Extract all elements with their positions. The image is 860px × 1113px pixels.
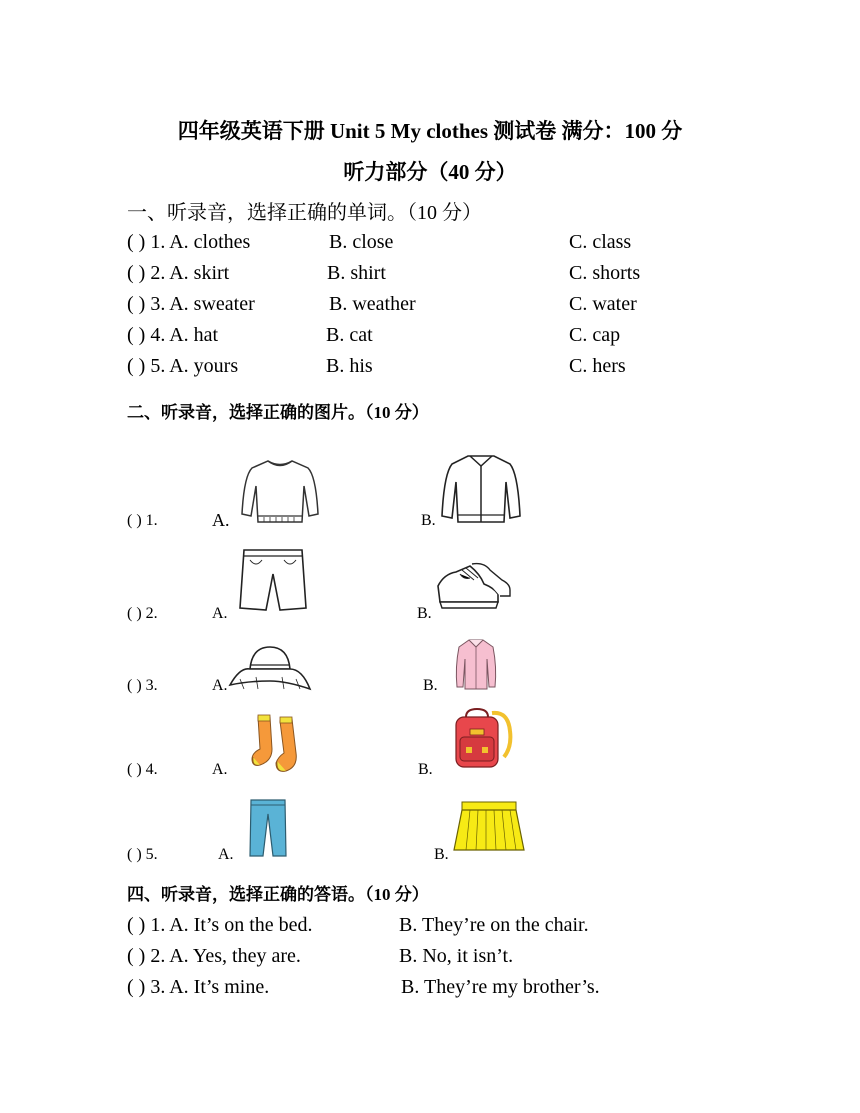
s4-q3-option-b: B. They’re my brother’s. (401, 976, 600, 998)
s1-q1-option-c: C. class (569, 231, 632, 253)
s2-q4-label-b: B. (418, 761, 433, 778)
s1-q5-option-b: B. his (326, 355, 373, 377)
section1-heading: 一、听录音，选择正确的单词。（10 分） (127, 202, 482, 224)
jacket-icon (440, 452, 522, 526)
s2-q2-number: ( ) 2. (127, 605, 158, 622)
page-title: 四年级英语下册 Unit 5 My clothes 测试卷 满分：100 分 (177, 119, 683, 143)
section4-heading: 四、听录音，选择正确的答语。（10 分） (127, 885, 429, 904)
s1-q4-option-c: C. cap (569, 324, 621, 346)
s1-q4-option-b: B. cat (326, 324, 373, 346)
s2-q3-label-b: B. (423, 677, 438, 694)
s2-q1-number: ( ) 1. (127, 512, 158, 529)
socks-icon (250, 713, 308, 775)
s4-q1-option-b: B. They’re on the chair. (399, 914, 589, 936)
s2-q4-label-a: A. (212, 761, 228, 778)
s1-q3-option-b: B. weather (329, 293, 416, 315)
listening-subtitle: 听力部分（40 分） (343, 160, 517, 184)
section2-heading: 二、听录音，选择正确的图片。（10 分） (127, 403, 429, 422)
s4-q2-prefix: ( ) 2. A. Yes, they are. (127, 945, 301, 967)
s2-q1-label-b: B. (421, 512, 436, 529)
s1-q3-option-c: C. water (569, 293, 637, 315)
s1-q1-prefix: ( ) 1. A. clothes (127, 231, 251, 253)
s1-q2-prefix: ( ) 2. A. skirt (127, 262, 230, 284)
s1-q2-option-c: C. shorts (569, 262, 641, 284)
s4-q2-option-b: B. No, it isn’t. (399, 945, 514, 967)
s2-q2-label-b: B. (417, 605, 432, 622)
sweater-icon (238, 456, 322, 526)
yellow-skirt-icon (452, 800, 526, 856)
s1-q3-prefix: ( ) 3. A. sweater (127, 293, 255, 315)
s4-q3-prefix: ( ) 3. A. It’s mine. (127, 976, 270, 998)
pink-shirt-icon (455, 637, 497, 691)
s2-q3-label-a: A. (212, 677, 228, 694)
sneakers-icon (434, 560, 512, 612)
hat-icon (226, 641, 312, 693)
s2-q5-label-b: B. (434, 846, 449, 863)
s2-q5-number: ( ) 5. (127, 846, 158, 863)
s2-q1-label-a: A. (212, 510, 230, 530)
s1-q1-option-b: B. close (329, 231, 394, 253)
backpack-icon (450, 707, 514, 771)
s2-q4-number: ( ) 4. (127, 761, 158, 778)
jeans-icon (248, 798, 288, 858)
shorts-icon (236, 546, 310, 616)
s1-q2-option-b: B. shirt (327, 262, 386, 284)
s2-q2-label-a: A. (212, 605, 228, 622)
s4-q1-prefix: ( ) 1. A. It’s on the bed. (127, 914, 313, 936)
s2-q3-number: ( ) 3. (127, 677, 158, 694)
s1-q5-option-c: C. hers (569, 355, 626, 377)
s2-q5-label-a: A. (218, 846, 234, 863)
s1-q4-prefix: ( ) 4. A. hat (127, 324, 219, 346)
s1-q5-prefix: ( ) 5. A. yours (127, 355, 239, 377)
